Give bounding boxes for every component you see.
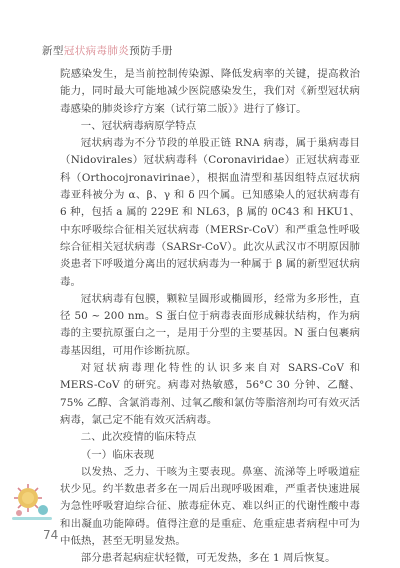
page-body <box>60 66 360 568</box>
page-number: 74 <box>43 528 59 542</box>
section-heading-pathogen: 一、冠状病毒病原学特点 <box>80 119 197 132</box>
subsection-heading-manifestation: （一）临床表现 <box>80 448 155 461</box>
running-header <box>42 43 173 58</box>
virus-decoration-icon <box>10 480 54 522</box>
paragraph-virus-structure: 冠状病毒有包膜，颗粒呈圆形或椭圆形，经常为多形性，直径 50 ~ 200 nm。S 蛋白位于病毒表面形成棘状结构，作为病毒的主要抗原蛋白之一，是用于分型的主要基因。N 蛋白包裹病毒基因组，可用作诊断抗原。 <box>60 292 360 357</box>
header-suffix: 预防手册 <box>129 45 173 57</box>
paragraph-intro-continued: 院感染发生，是当前控制传染源、降低发病率的关键，提高救治能力，同时最大可能地减少医院感染发生，我们对《新型冠状病毒感染的肺炎诊疗方案（试行第二版）》进行了修订。 <box>60 68 360 115</box>
paragraph-physicochemical: 对冠状病毒理化特性的认识多来自对 SARS-CoV 和 MERS-CoV 的研究。病毒对热敏感，56°C 30 分钟、乙醚、75% 乙醇、含氯消毒剂、过氧乙酸和氯仿等脂溶剂均可有效灭活病毒，氯己定不能有效灭活病毒。 <box>60 362 360 426</box>
header-prefix: 新型 <box>42 45 64 57</box>
paragraph-virus-classification: 冠状病毒为不分节段的单股正链 RNA 病毒，属于巢病毒目（Nidovirales）冠状病毒科（Coronaviridae）正冠状病毒亚科（Orthocojronavirinae），根据血清型和基因组特点冠状病毒亚科被分为 α、β、γ 和 δ 四个属。已知感染人的冠状病毒有 6 种，包括 a 属的 229E 和 NL63，β 属的 0C43 和 HKU1、中东呼吸综合征相关冠状病毒（MERSr-CoV）和严重急性呼吸综合征相关冠状病毒（SARSr-CoV）。此次从武汉市不明原因肺炎患者下呼吸道分离出的冠状病毒为一种属于 β 属的新型冠状病毒。 <box>60 137 360 288</box>
section-heading-clinical: 二、此次疫情的临床特点 <box>80 431 197 444</box>
paragraph-symptoms: 以发热、乏力、干咳为主要表现。鼻塞、流涕等上呼吸道症状少见。约半数患者多在一周后出现呼吸困难，严重者快速进展为急性呼吸窘迫综合征、脓毒症休克、难以纠正的代谢性酸中毒和出凝血功能障碍。值得注意的是重症、危重症患者病程中可为中低热，甚至无明显发热。 <box>60 465 360 548</box>
header-highlight: 冠状病毒肺炎 <box>63 45 130 57</box>
paragraph-mild-cases: 部分患者起病症状轻微，可无发热，多在 1 周后恢复。 <box>80 552 336 565</box>
